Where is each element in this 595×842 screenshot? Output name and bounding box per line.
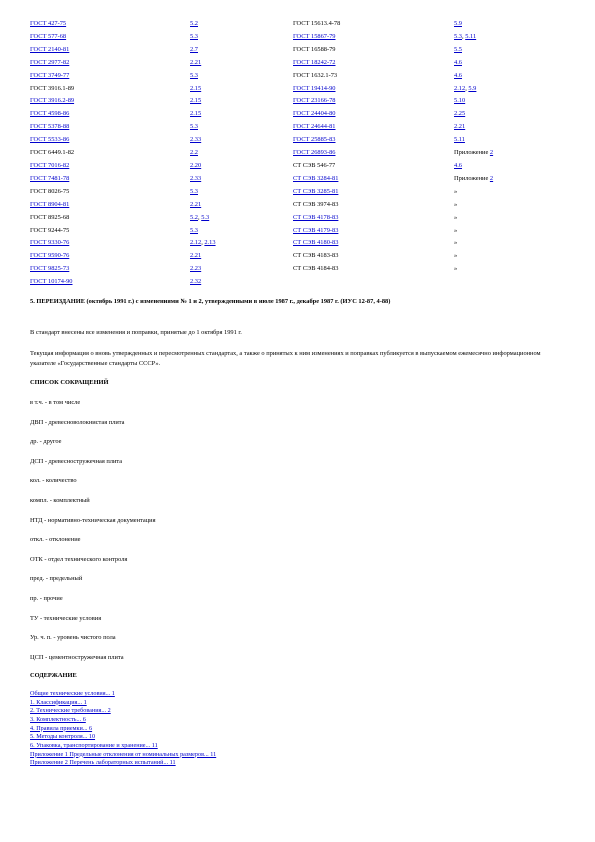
standard-cell-left: [30, 212, 190, 225]
abbreviation-item: ЦСП - цементностружечная плита: [30, 653, 124, 661]
clause-link[interactable]: 5.10: [454, 97, 466, 105]
standard-link[interactable]: ГОСТ 24644-81: [293, 123, 336, 131]
clause-prefix: Приложение: [454, 149, 490, 157]
clause-prefix: »: [454, 187, 458, 195]
standard-cell-right: [293, 276, 454, 289]
standard-link[interactable]: ГОСТ 577-68: [30, 32, 67, 40]
reference-row: [30, 225, 570, 238]
abbreviation-item: ОТК - отдел технического контроля: [30, 555, 128, 563]
reference-row: [30, 173, 570, 186]
standard-link[interactable]: ГОСТ 10174-90: [30, 278, 73, 286]
clause-link[interactable]: 5.3: [190, 32, 198, 40]
standard-cell-right: [293, 212, 454, 225]
information-note: Текущая информация о вновь утвержденных и пересмотренных стандартах, а также о принятых к ним изменениях и поправках публикуется в выпускаемом ежемесячно информационном указателе «Государственные стандарты СССР».: [30, 350, 541, 367]
standard-link[interactable]: ГОСТ 8904-81: [30, 200, 70, 208]
standard-cell-right: [293, 250, 454, 263]
clause-link[interactable]: 5.9: [454, 20, 462, 27]
changes-included-note: В стандарт внесены все изменения и поправки, принятые до 1 октября 1991 г.: [30, 329, 242, 336]
clause-cell-left: [190, 108, 293, 121]
standard-cell-left: [30, 57, 190, 70]
standard-cell-right: [293, 57, 454, 70]
standard-cell-left: [30, 263, 190, 276]
clause-cell-left: [190, 18, 293, 31]
clause-link[interactable]: 2.33: [190, 136, 202, 144]
clause-link[interactable]: 5.2: [190, 213, 198, 221]
standard-link[interactable]: ГОСТ 3749-77: [30, 71, 70, 79]
clause-prefix: Приложение: [454, 174, 490, 182]
toc-entry: [30, 690, 216, 699]
clause-link[interactable]: 2.33: [190, 174, 202, 182]
clause-cell-right: [454, 160, 570, 173]
clause-link[interactable]: 2.13: [204, 239, 216, 247]
toc-link[interactable]: 1. Классификация... 1: [30, 698, 87, 706]
standard-link[interactable]: ГОСТ 2977-82: [30, 58, 70, 66]
reference-row: [30, 70, 570, 83]
clause-cell-left: [190, 250, 293, 263]
clause-cell-left: [190, 31, 293, 44]
toc-entry: [30, 725, 216, 734]
standard-link[interactable]: ГОСТ 9330-76: [30, 239, 70, 247]
standard-designation: ГОСТ 1632.1-73: [293, 71, 338, 79]
clause-link[interactable]: 2.12: [454, 84, 466, 92]
standard-cell-left: [30, 147, 190, 160]
standard-link[interactable]: СТ СЭВ 3284-81: [293, 174, 339, 182]
clause-link[interactable]: 5.11: [454, 136, 465, 144]
clause-cell-left: [190, 186, 293, 199]
clause-prefix: »: [454, 226, 458, 234]
reference-row: [30, 134, 570, 147]
standard-cell-right: [293, 225, 454, 238]
standard-link[interactable]: ГОСТ 7481-78: [30, 174, 70, 182]
standard-cell-left: [30, 134, 190, 147]
reissue-note: [30, 297, 565, 307]
reference-row: [30, 95, 570, 108]
standard-cell-left: [30, 108, 190, 121]
standard-cell-left: [30, 31, 190, 44]
clause-link[interactable]: 2.25: [454, 110, 466, 118]
clause-cell-left: [190, 83, 293, 96]
abbreviation-item: ТУ - технические условия: [30, 614, 102, 622]
standard-cell-right: [293, 18, 454, 31]
standard-cell-right: [293, 83, 454, 96]
standard-cell-right: [293, 186, 454, 199]
reissue-text: 5. ПЕРЕИЗДАНИЕ (октябрь 1991 г.) с изменениями № 1 и 2, утвержденными в июле 1987 г., декабре 1987 г. (ИУС 12-87, 4-88): [30, 298, 391, 305]
abbreviation-item: ДВП - древесноволокнистая плита: [30, 418, 125, 426]
clause-link[interactable]: 2.21: [190, 200, 202, 208]
standard-cell-left: [30, 250, 190, 263]
clause-prefix: »: [454, 252, 458, 260]
clause-cell-right: [454, 134, 570, 147]
standard-cell-right: [293, 95, 454, 108]
standard-link[interactable]: ГОСТ 9825-73: [30, 265, 70, 273]
toc-entry: [30, 751, 216, 760]
standard-cell-right: [293, 44, 454, 57]
clause-link[interactable]: 2.21: [190, 252, 202, 260]
standard-link[interactable]: ГОСТ 24404-80: [293, 110, 336, 118]
standard-link[interactable]: ГОСТ 7016-82: [30, 161, 70, 169]
standard-designation: СТ СЭВ 546-77: [293, 161, 336, 169]
clause-cell-left: [190, 276, 293, 289]
standard-link[interactable]: ГОСТ 9590-76: [30, 252, 70, 260]
standard-cell-right: [293, 121, 454, 134]
reference-row: [30, 31, 570, 44]
standard-cell-right: [293, 199, 454, 212]
clause-link[interactable]: 4.6: [454, 71, 462, 79]
standard-link[interactable]: ГОСТ 4598-86: [30, 110, 70, 118]
referenced-standards-body: [30, 18, 570, 289]
standard-designation: ГОСТ 9244-75: [30, 226, 70, 234]
clause-cell-left: [190, 160, 293, 173]
standard-link[interactable]: СТ СЭВ 4179-83: [293, 226, 339, 234]
clause-link[interactable]: 5.3: [190, 71, 198, 79]
standard-cell-right: [293, 70, 454, 83]
standard-cell-left: [30, 160, 190, 173]
abbreviation-item: пред. - предельный: [30, 575, 83, 583]
clause-cell-right: [454, 44, 570, 57]
toc-link[interactable]: 3. Комплектность... 6: [30, 715, 86, 723]
standard-link[interactable]: ГОСТ 15867-79: [293, 32, 336, 40]
clause-link[interactable]: 2: [489, 174, 494, 182]
standard-cell-left: [30, 44, 190, 57]
toc-link[interactable]: Приложение 2 Перечень лабораторных испытаний... 11: [30, 759, 176, 767]
reference-row: [30, 147, 570, 160]
standard-link[interactable]: СТ СЭВ 4178-83: [293, 213, 339, 221]
standard-link[interactable]: СТ СЭВ 3285-81: [293, 187, 339, 195]
clause-link[interactable]: 2.2: [190, 149, 198, 157]
toc-entry: [30, 742, 216, 751]
standard-cell-left: [30, 173, 190, 186]
standard-designation: ГОСТ 8026-75: [30, 187, 70, 195]
clause-link[interactable]: 2.15: [190, 84, 202, 92]
standard-designation: ГОСТ 15613.4-78: [293, 20, 341, 27]
clause-link[interactable]: 5.2: [190, 20, 198, 27]
clause-link[interactable]: 5.3: [190, 123, 198, 131]
clause-link[interactable]: 2.20: [190, 161, 202, 169]
clause-link[interactable]: 5.3: [190, 226, 198, 234]
abbreviation-item: компл. - комплектный: [30, 497, 90, 504]
clause-cell-right: [454, 108, 570, 121]
toc-entry: [30, 759, 216, 768]
clause-cell-right: [454, 57, 570, 70]
clause-link[interactable]: 2.21: [454, 123, 466, 131]
clause-cell-left: 2.12, 2.13: [190, 239, 216, 247]
clause-link[interactable]: 5.3: [454, 32, 462, 40]
reference-row: [30, 186, 570, 199]
toc-entry: [30, 733, 216, 742]
clause-cell-right: [454, 237, 570, 250]
abbreviation-item: пр. - прочие: [30, 595, 63, 602]
standard-link[interactable]: ГОСТ 26893-86: [293, 149, 336, 157]
clause-cell-right: [454, 95, 570, 108]
reference-row: [30, 160, 570, 173]
standard-cell-left: [30, 199, 190, 212]
clause-cell-left: [190, 57, 293, 70]
standard-link[interactable]: ГОСТ 2140-81: [30, 45, 70, 53]
clause-cell-right: 2.12, 5.9: [454, 84, 477, 92]
standard-cell-right: [293, 134, 454, 147]
clause-link[interactable]: 2.7: [190, 45, 198, 53]
standard-link[interactable]: ГОСТ 427-75: [30, 20, 67, 27]
standard-designation: СТ СЭВ 3974-83: [293, 200, 339, 208]
standard-cell-right: [293, 160, 454, 173]
clause-link[interactable]: 4.6: [454, 161, 462, 169]
standard-cell-right: [293, 147, 454, 160]
abbreviation-item: откл. - отклонение: [30, 536, 81, 544]
clause-link[interactable]: 2.32: [190, 278, 202, 286]
clause-link[interactable]: 2: [489, 149, 494, 157]
standard-designation: ГОСТ 6449.1-82: [30, 149, 75, 157]
reference-row: [30, 57, 570, 70]
clause-cell-right: [454, 199, 570, 212]
standard-designation: СТ СЭВ 4183-83: [293, 252, 339, 260]
standard-link[interactable]: ГОСТ 23166-78: [293, 97, 336, 105]
standard-cell-right: [293, 173, 454, 186]
clause-cell-right: [454, 276, 570, 289]
standard-cell-left: [30, 18, 190, 31]
standard-link[interactable]: ГОСТ 5533-86: [30, 136, 70, 144]
toc-entry: [30, 699, 216, 708]
toc-link[interactable]: Общие технические условия... 1: [30, 690, 115, 697]
clause-cell-left: [190, 134, 293, 147]
abbreviation-item: кол. - количество: [30, 477, 77, 485]
toc-link[interactable]: 4. Правила приемки... 6: [30, 724, 93, 732]
clause-link[interactable]: 2.15: [190, 97, 202, 105]
clause-cell-right: [454, 121, 570, 134]
clause-prefix: »: [454, 200, 458, 208]
clause-cell-right: [454, 250, 570, 263]
clause-cell-right: [454, 263, 570, 276]
standard-designation: СТ СЭВ 4184-83: [293, 265, 339, 273]
clause-cell-left: [190, 121, 293, 134]
clause-cell-left: [190, 147, 293, 160]
clause-link[interactable]: 2.23: [190, 265, 202, 273]
standard-cell-left: [30, 276, 190, 289]
reference-row: [30, 237, 570, 250]
contents-heading: СОДЕРЖАНИЕ: [30, 672, 77, 679]
toc-link[interactable]: 2. Технические требования... 2: [30, 707, 111, 715]
clause-prefix: »: [454, 265, 458, 273]
clause-link[interactable]: 5.3: [190, 187, 198, 195]
toc-entry: [30, 707, 216, 716]
clause-prefix: »: [454, 213, 458, 221]
standard-cell-left: [30, 95, 190, 108]
clause-cell-left: 5.2, 5.3: [190, 213, 210, 221]
reference-row: [30, 108, 570, 121]
abbreviation-item: ДСП - древесностружечная плита: [30, 457, 123, 465]
abbreviation-item: НТД - нормативно-техническая документация: [30, 516, 156, 524]
clause-cell-left: [190, 225, 293, 238]
table-of-contents: [30, 690, 216, 768]
clause-cell-right: [454, 147, 570, 160]
clause-link[interactable]: 5.5: [454, 45, 462, 53]
standard-cell-right: [293, 108, 454, 121]
standard-designation: ГОСТ 16588-79: [293, 45, 336, 53]
clause-link[interactable]: 2.12: [190, 239, 202, 247]
reference-row: [30, 276, 570, 289]
reference-row: [30, 44, 570, 57]
reference-row: [30, 83, 570, 96]
clause-cell-right: [454, 225, 570, 238]
toc-link[interactable]: Приложение 1 Предельные отклонения от номинальных размеров... 11: [30, 750, 217, 758]
standard-cell-left: [30, 225, 190, 238]
clause-link[interactable]: 5.3: [201, 213, 210, 221]
toc-link[interactable]: 5. Методы контроля... 10: [30, 733, 96, 741]
standard-link[interactable]: ГОСТ 25885-83: [293, 136, 336, 144]
clause-link[interactable]: 2.15: [190, 110, 202, 118]
standard-link[interactable]: ГОСТ 19414-90: [293, 84, 336, 92]
standard-cell-left: [30, 237, 190, 250]
standard-link[interactable]: СТ СЭВ 4180-83: [293, 239, 339, 247]
standard-cell-left: [30, 121, 190, 134]
clause-link[interactable]: 2.21: [190, 58, 202, 66]
referenced-standards-table: [30, 18, 570, 289]
clause-cell-right: [454, 18, 570, 31]
reference-row: [30, 199, 570, 212]
standard-link[interactable]: ГОСТ 18242-72: [293, 58, 336, 66]
abbreviation-item: Ур. ч. п. - уровень чистого пола: [30, 634, 116, 642]
clause-cell-left: [190, 95, 293, 108]
reference-row: [30, 212, 570, 225]
clause-cell-right: 5.3, 5.11: [454, 32, 477, 40]
toc-link[interactable]: 6. Упаковка, транспортирование и хранение... 11: [30, 741, 158, 749]
reference-row: [30, 263, 570, 276]
standard-link[interactable]: ГОСТ 3916.2-89: [30, 97, 75, 105]
clause-cell-left: [190, 173, 293, 186]
standard-cell-left: [30, 70, 190, 83]
abbreviation-item: в т.ч. - в том числе: [30, 399, 81, 406]
clause-cell-left: [190, 44, 293, 57]
abbreviation-item: др. - другое: [30, 438, 62, 446]
clause-link[interactable]: 5.11: [465, 32, 477, 40]
clause-cell-left: [190, 263, 293, 276]
standard-link[interactable]: ГОСТ 5378-88: [30, 123, 70, 131]
standard-designation: ГОСТ 8925-68: [30, 213, 70, 221]
clause-cell-right: [454, 173, 570, 186]
clause-cell-right: [454, 186, 570, 199]
standard-cell-right: [293, 31, 454, 44]
reference-row: [30, 121, 570, 134]
clause-cell-left: [190, 70, 293, 83]
clause-cell-right: [454, 70, 570, 83]
abbreviations-heading: СПИСОК СОКРАЩЕНИЙ: [30, 379, 109, 386]
clause-prefix: »: [454, 239, 458, 247]
clause-link[interactable]: 5.9: [468, 84, 477, 92]
standard-cell-right: [293, 263, 454, 276]
standard-cell-left: [30, 83, 190, 96]
clause-cell-left: [190, 199, 293, 212]
reference-row: [30, 250, 570, 263]
standard-cell-right: [293, 237, 454, 250]
clause-cell-right: [454, 212, 570, 225]
standard-cell-left: [30, 186, 190, 199]
reference-row: [30, 18, 570, 31]
toc-entry: [30, 716, 216, 725]
clause-link[interactable]: 4.6: [454, 58, 462, 66]
standard-designation: ГОСТ 3916.1-89: [30, 84, 75, 92]
